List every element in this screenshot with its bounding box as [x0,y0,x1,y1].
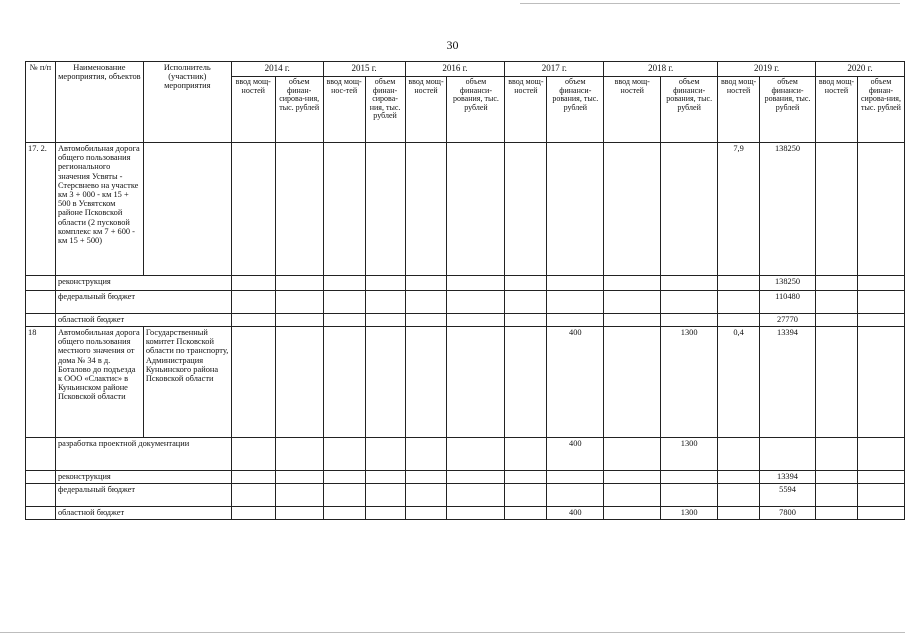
header-capacity-2018: ввод мощ-ностей [604,77,661,143]
row-sub-label: федеральный бюджет [55,291,231,314]
row-2018-funding: 1300 [661,507,718,520]
row-executor [143,143,231,276]
row-2019-funding: 138250 [760,143,816,276]
header-year-2015: 2015 г. [323,62,405,77]
program-table [25,61,905,520]
header-funding-2017: объем финанси-рования, тыс. рублей [547,77,604,143]
table-row [26,507,905,520]
table-row [26,314,905,327]
row-2019-funding: 13394 [760,327,816,438]
table-row [26,276,905,291]
header-capacity-2020: ввод мощ-ностей [815,77,857,143]
header-year-2017: 2017 г. [505,62,604,77]
row-2019-funding: 7800 [760,507,816,520]
header-funding-2018: объем финанси-рования, тыс. рублей [661,77,718,143]
table-row [26,471,905,484]
header-funding-2016: объем финанси-рования, тыс. рублей [447,77,505,143]
header-funding-2019: объем финанси-рования, тыс. рублей [760,77,816,143]
row-2019-funding: 27770 [760,314,816,327]
row-2018-funding: 1300 [661,438,718,471]
table-row [26,143,905,276]
row-sub-label: разработка проектной документации [55,438,231,471]
header-num: № п/п [26,62,56,143]
table-row [26,484,905,507]
table-row [26,291,905,314]
header-funding-2014: объем финан-сирова-ния, тыс. рублей [275,77,323,143]
scan-edge-top [520,3,900,4]
row-num: 18 [26,327,56,438]
row-sub-label: реконструкция [55,276,231,291]
header-executor: Исполнитель (участник) мероприятия [143,62,231,143]
row-2017-funding: 400 [547,507,604,520]
header-year-2020: 2020 г. [815,62,904,77]
header-capacity-2015: ввод мощ-нос-тей [323,77,365,143]
header-capacity-2016: ввод мощ-ностей [405,77,447,143]
row-2019-funding: 13394 [760,471,816,484]
row-num: 17. 2. [26,143,56,276]
scan-edge-bottom [0,632,905,633]
header-name: Наименование мероприятия, объектов [55,62,143,143]
header-year-2019: 2019 г. [718,62,816,77]
row-2019-funding: 138250 [760,276,816,291]
row-sub-label: областной бюджет [55,314,231,327]
row-2017-funding: 400 [547,438,604,471]
header-year-2016: 2016 г. [405,62,505,77]
table-row [26,438,905,471]
row-2019-funding: 5594 [760,484,816,507]
row-2019-capacity: 7,9 [718,143,760,276]
row-2017-funding: 400 [547,327,604,438]
header-funding-2020: объем финан-сирова-ния, тыс. рублей [857,77,904,143]
header-row-years [26,62,905,77]
row-2018-funding: 1300 [661,327,718,438]
row-name: Автомобильная дорога общего пользования местного значения от дома № 34 в д. Боталово до подъезда к ООО «Слактис» в Куньинском районе Псковской области [55,327,143,438]
page-number: 30 [446,38,459,52]
header-funding-2015: объем финан-сирова-ния, тыс. рублей [365,77,405,143]
row-executor: Государственный комитет Псковской области по транспорту, Администрация Куньинского района Псковской области [143,327,231,438]
header-capacity-2017: ввод мощ-ностей [505,77,547,143]
header-capacity-2014: ввод мощ-ностей [231,77,275,143]
row-sub-label: областной бюджет [55,507,231,520]
table-row [26,327,905,438]
row-sub-label: реконструкция [55,471,231,484]
row-2019-funding: 110480 [760,291,816,314]
row-2019-capacity: 0,4 [718,327,760,438]
header-year-2014: 2014 г. [231,62,323,77]
row-sub-label: федеральный бюджет [55,484,231,507]
row-name: Автомобильная дорога общего пользования регионального значения Усвяты - Стерсвнево на участке км 3 + 000 - км 15 + 500 в Усвятском районе Псковской области (2 пусковой комплекс км 7 + 600 - км 15 + 500) [55,143,143,276]
header-capacity-2019: ввод мощ-ностей [718,77,760,143]
header-year-2018: 2018 г. [604,62,718,77]
